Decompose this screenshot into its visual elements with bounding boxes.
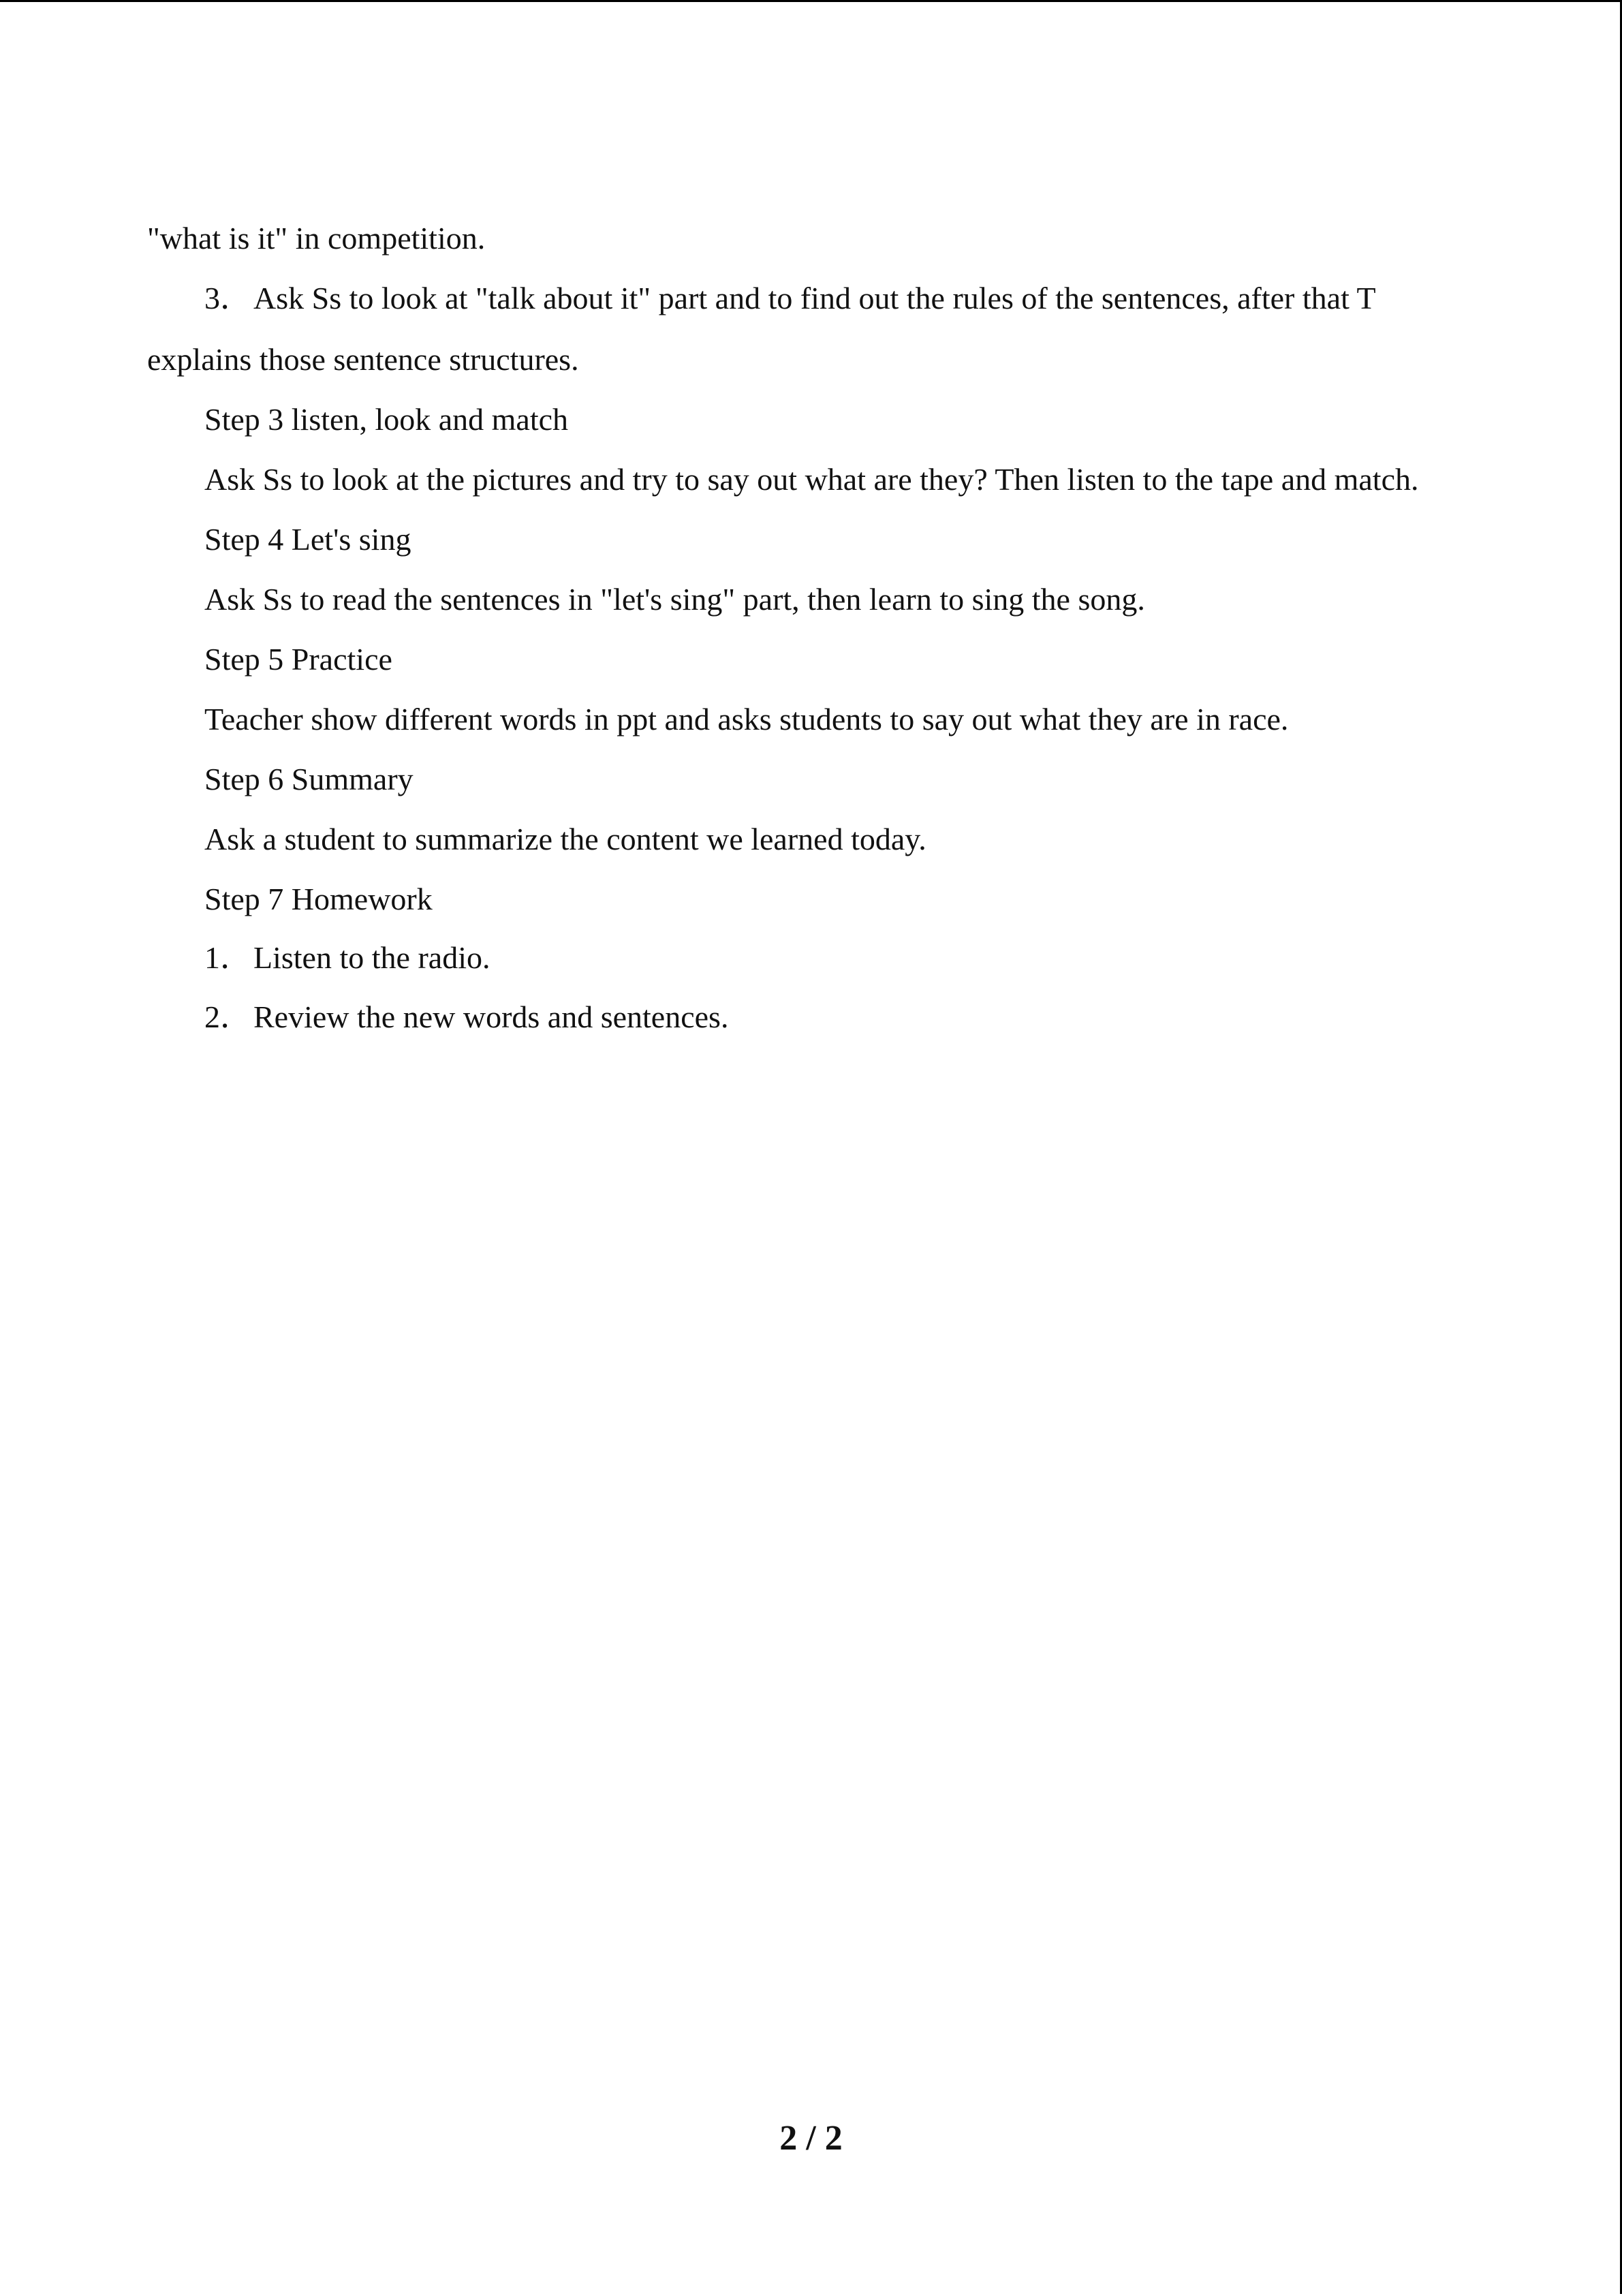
list-item-3 [204, 283, 1376, 314]
list-number: 1． [204, 940, 251, 975]
step-heading: Step 4 Let's sing [204, 522, 411, 557]
page-content [0, 2, 1622, 2296]
list-item-text: Ask Ss to look at "talk about it" part and to find out the rules of the sentences, after that T [253, 281, 1376, 315]
list-item-text: Review the new words and sentences. [253, 999, 729, 1034]
paragraph-line: Ask Ss to look at the pictures and try to say out what are they? Then listen to the tape and match. [204, 462, 1419, 497]
list-number: 3． [204, 281, 251, 315]
step-heading: Step 7 Homework [204, 882, 433, 916]
paragraph-line: Ask Ss to read the sentences in "let's sing" part, then learn to sing the song. [204, 582, 1145, 617]
step-heading: Step 3 listen, look and match [204, 402, 569, 437]
page-number: 2 / 2 [779, 2119, 843, 2158]
paragraph-line: "what is it" in competition. [147, 221, 486, 255]
list-item-text: Listen to the radio. [253, 940, 490, 975]
step-heading: Step 5 Practice [204, 642, 392, 677]
list-item-2 [204, 999, 729, 1034]
paragraph-line: Ask a student to summarize the content we learned today. [204, 822, 926, 856]
list-number: 2． [204, 999, 251, 1034]
paragraph-line: explains those sentence structures. [147, 342, 579, 377]
step-heading: Step 6 Summary [204, 762, 414, 796]
list-item-1 [204, 942, 490, 974]
paragraph-line: Teacher show different words in ppt and asks students to say out what they are in race. [204, 702, 1289, 736]
